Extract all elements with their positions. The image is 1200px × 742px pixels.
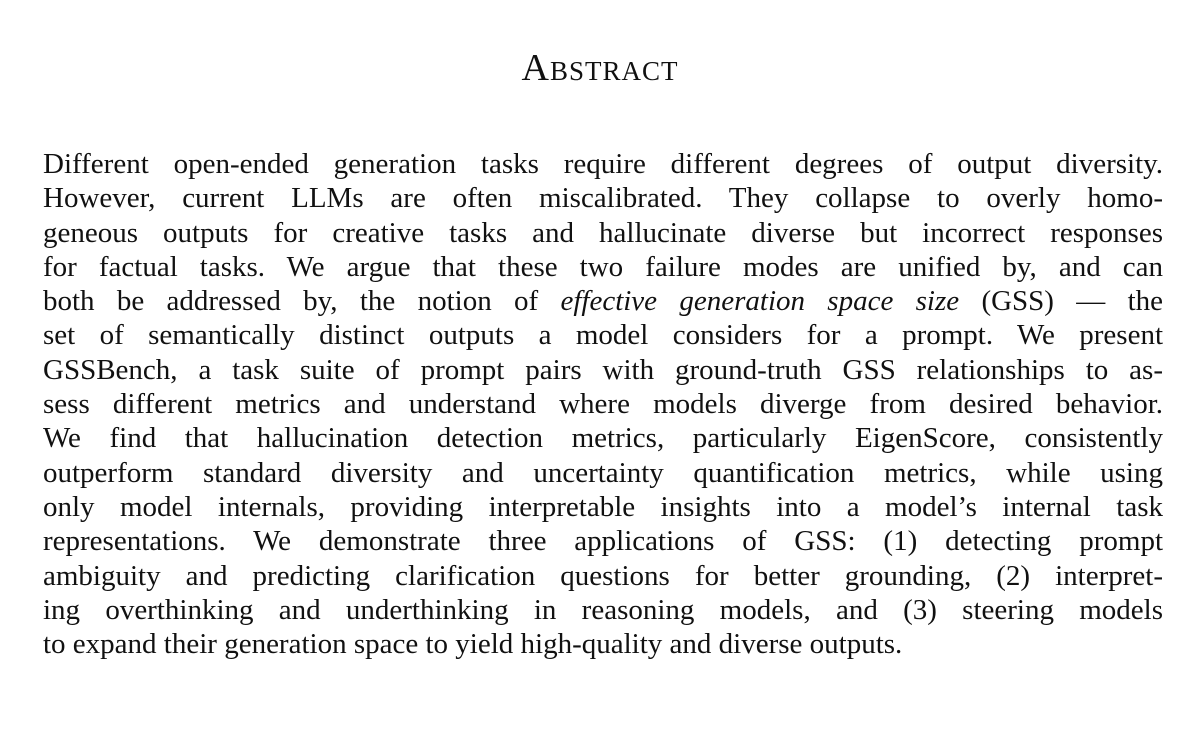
abstract-line-9: We find that hallucination detection metrics, particularly EigenScore, consistently [43,422,1163,455]
abstract-line-5: both be addressed by, the notion of effective generation space size (GSS) — the [43,285,1163,318]
abstract-line-1: Different open-ended generation tasks require different degrees of output diversity. [43,148,1163,180]
abstract-line-13: ambiguity and predicting clarification questions for better grounding, (2) interpret- [43,559,1163,592]
abstract-line-7: GSSBench, a task suite of prompt pairs with ground-truth GSS relationships to as- [43,353,1163,386]
abstract-line-3: geneous outputs for creative tasks and hallucinate diverse but incorrect responses [43,216,1163,249]
abstract-line-8: sess different metrics and understand where models diverge from desired behavior. [43,388,1163,421]
abstract-line-14: ing overthinking and underthinking in reasoning models, and (3) steering models [43,593,1163,626]
abstract-line-2: However, current LLMs are often miscalibrated. They collapse to overly homo- [43,182,1163,215]
abstract-line-15: to expand their generation space to yield high-quality and diverse outputs. [43,628,903,661]
abstract-line-4: for factual tasks. We argue that these two failure modes are unified by, and can [43,250,1163,283]
gss-term: effective generation space size [560,285,960,318]
abstract-line-10: outperform standard diversity and uncertainty quantification metrics, while using [43,456,1163,489]
abstract-line-11: only model internals, providing interpretable insights into a model’s internal task [43,490,1163,523]
abstract-line-12: representations. We demonstrate three applications of GSS: (1) detecting prompt [43,525,1163,558]
abstract-heading: Abstract [521,47,679,89]
abstract-line-6: set of semantically distinct outputs a model considers for a prompt. We present [43,319,1163,352]
abstract-body [43,147,1163,661]
